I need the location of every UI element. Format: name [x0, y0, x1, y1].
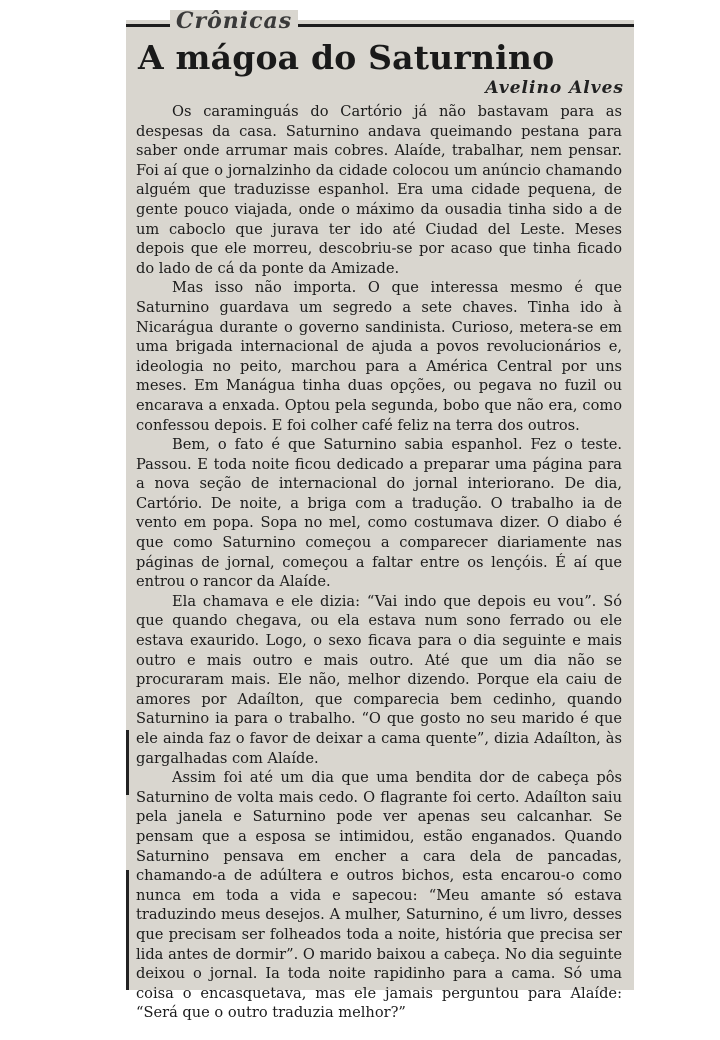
newspaper-clipping: [126, 8, 634, 1022]
paragraph: Assim foi até um dia que uma bendita dor de cabeça pôs Saturnino de volta mais cedo. O flagrante foi certo. Adaílton saiu pela janela e Saturnino pode ver apenas seu calcanhar. Se pensam que a esposa se intimidou, estão enganados. Quando Saturnino pensava em encher a cara dela de pancadas, chamando-a de adúltera e outros bichos, esta encarou-o como nunca em toda a vida e sapecou: “Meu amante só estava traduzindo meus desejos. A mulher, Saturnino, é um livro, desses que precisam ser folheados toda a noite, história que precisa ser lida antes de dormir”. O marido baixou a cabeça. No dia seguinte deixou o jornal. Ia toda noite rapidinho para a cama. Só uma coisa o encasquetava, mas ele jamais perguntou para Alaíde: “Será que o outro traduzia melhor?”: [136, 769, 622, 1022]
edge-mark: [126, 730, 129, 795]
paragraph: Ela chamava e ele dizia: “Vai indo que depois eu vou”. Só que quando chegava, ou ela estava num sono ferrado ou ele estava exaurido. Logo, o sexo ficava para o dia seguinte e mais outro e mais outro e mais outro. Até que um dia não se procuraram mais. Ele não, melhor dizendo. Porque ela caiu de amores por Adaílton, que comparecia bem cedinho, quando Saturnino ia para o trabalho. “O que gosto no seu marido é que ele ainda faz o favor de deixar a cama quente”, dizia Adaílton, às gargalhadas com Alaíde.: [136, 592, 622, 767]
article-body: [136, 102, 622, 1023]
paragraph: Mas isso não importa. O que interessa mesmo é que Saturnino guardava um segredo a sete chaves. Tinha ido à Nicarágua durante o governo sandinista. Curioso, metera-se em uma brigada internacional de ajuda a povos revolucionários e, ideologia no peito, marchou para a América Central por uns meses. Em Manágua tinha duas opções, ou pegava no fuzil ou encarava a enxada. Optou pela segunda, bobo que não era, como confessou depois. E foi colher café feliz na terra dos outros.: [136, 279, 622, 434]
paragraph: Os caraminguás do Cartório já não bastavam para as despesas da casa. Saturnino andava queimando pestana para saber onde arrumar mais cobres. Alaíde, trabalhar, nem pensar. Foi aí que o jornalzinho da cidade colocou um anúncio chamando alguém que traduzisse espanhol. Era uma cidade pequena, de gente pouco viajada, onde o máximo da ousadia tinha sido a de um caboclo que jurava ter ido até Ciudad del Leste. Meses depois que ele morreu, descobriu-se por acaso que tinha ficado do lado de cá da ponte da Amizade.: [136, 103, 622, 277]
article-author: Avelino Alves: [485, 78, 624, 98]
edge-mark: [126, 870, 129, 990]
paragraph: Bem, o fato é que Saturnino sabia espanhol. Fez o teste. Passou. E toda noite ficou dedicado a preparar uma página para a nova seção de internacional do jornal interiorano. De dia, Cartório. De noite, a briga com a tradução. O trabalho ia de vento em popa. Sopa no mel, como costumava dizer. O diabo é que como Saturnino começou a comparecer diariamente nas páginas de jornal, começou a faltar entre os lençóis. É aí que entrou o rancor da Alaíde.: [136, 436, 622, 591]
article-title: A mágoa do Saturnino: [138, 38, 555, 77]
section-label: Crônicas: [170, 10, 298, 32]
